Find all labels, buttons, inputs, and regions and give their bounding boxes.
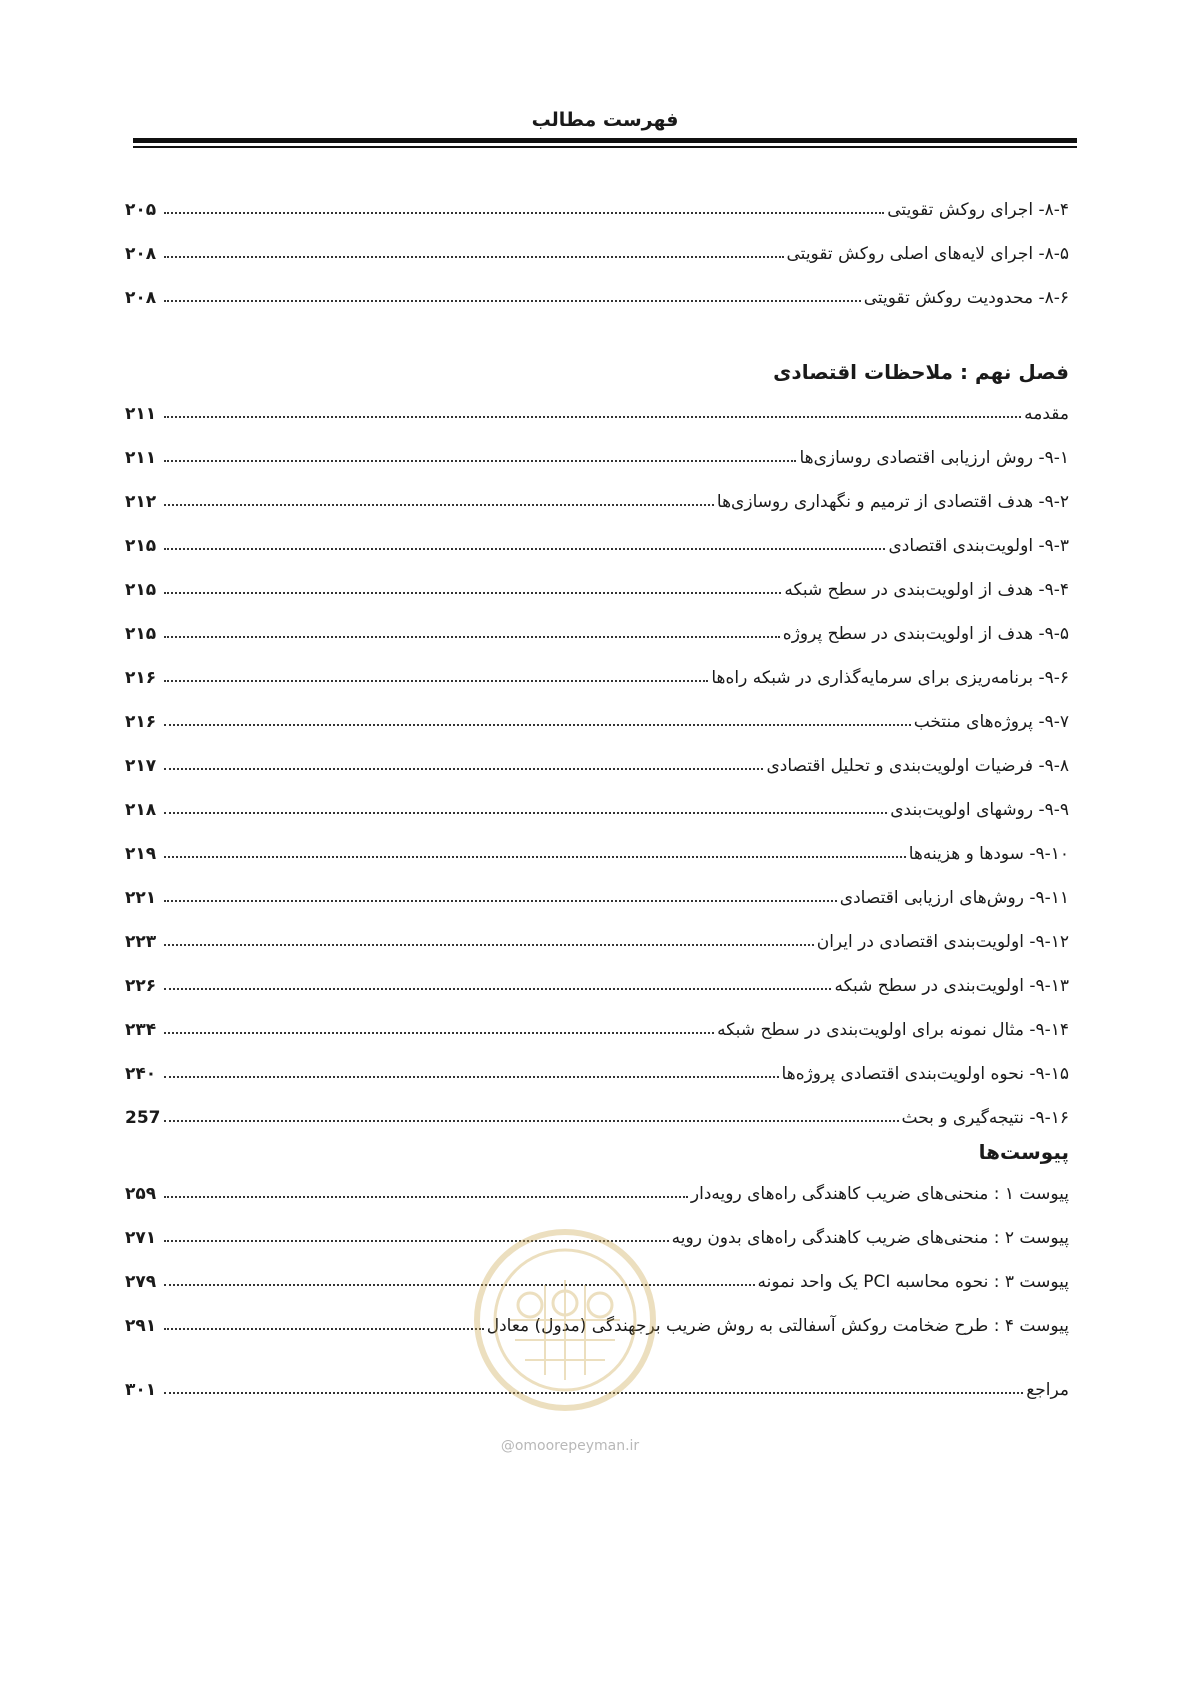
toc-entry[interactable] — [125, 908, 1069, 952]
toc-entry[interactable] — [125, 688, 1069, 732]
header-rule-thin — [133, 146, 1077, 148]
toc-entry[interactable] — [125, 1040, 1069, 1084]
toc-entry-page: ۲۲۶ — [125, 976, 157, 996]
toc-entry[interactable] — [125, 600, 1069, 644]
dot-leader — [164, 856, 906, 858]
dot-leader — [164, 460, 796, 462]
toc-entry-label: مراجع — [1026, 1380, 1069, 1400]
toc-entry-page: ۲۰۵ — [125, 200, 157, 220]
dot-leader — [164, 1392, 1023, 1394]
toc-entry-label: ۹-۱۶- نتیجه‌گیری و بحث — [901, 1108, 1069, 1128]
toc-entry[interactable] — [125, 176, 1069, 220]
page-title: فهرست مطالب — [531, 109, 679, 131]
toc-entry-label: ۹-۱۲- اولویت‌بندی اقتصادی در ایران — [816, 932, 1069, 952]
toc-entry[interactable] — [125, 512, 1069, 556]
toc-entry-label: ۹-۱۱- روش‌های ارزیابی اقتصادی — [839, 888, 1069, 908]
watermark-url: @omoorepeyman.ir — [500, 1438, 640, 1454]
toc-entry-page: ۲۱۹ — [125, 844, 157, 864]
toc-entry-page: ۲۷۱ — [125, 1228, 157, 1248]
dot-leader — [164, 1076, 779, 1078]
dot-leader — [164, 636, 780, 638]
dot-leader — [164, 768, 763, 770]
toc-entry-page: ۲۴۰ — [125, 1064, 157, 1084]
toc-entry-label: پیوست ۱ : منحنی‌های ضریب کاهندگی راه‌های رویه‌دار — [690, 1184, 1069, 1204]
toc-entry-page: ۲۰۸ — [125, 288, 157, 308]
toc-entry-page: ۳۰۱ — [125, 1380, 157, 1400]
toc-entry-label: ۸-۴- اجرای روکش تقویتی — [887, 200, 1069, 220]
dot-leader — [164, 548, 885, 550]
toc-entry-page: 257 — [125, 1108, 161, 1128]
appendices-heading: پیوست‌ها — [978, 1140, 1069, 1164]
toc-entry-page: ۲۲۱ — [125, 888, 157, 908]
toc-entry[interactable] — [125, 820, 1069, 864]
toc-entry-page: ۲۱۶ — [125, 668, 157, 688]
dot-leader — [164, 1240, 669, 1242]
toc-entry-page: ۲۱۸ — [125, 800, 157, 820]
toc-entry-page: ۲۵۹ — [125, 1184, 157, 1204]
toc-entry-page: ۲۲۳ — [125, 932, 157, 952]
toc-entry[interactable] — [125, 776, 1069, 820]
toc-entry[interactable] — [125, 468, 1069, 512]
toc-entry-label: ۹-۲- هدف اقتصادی از ترمیم و نگهداری روسازی‌ها — [716, 492, 1069, 512]
toc-entry-label: ۹-۹- روشهای اولویت‌بندی — [890, 800, 1069, 820]
dot-leader — [164, 1196, 688, 1198]
toc-entry-references[interactable] — [125, 1356, 1069, 1400]
toc-entry-page: ۲۱۷ — [125, 756, 157, 776]
toc-entry-label: مقدمه — [1024, 404, 1069, 424]
dot-leader — [164, 1328, 484, 1330]
toc-entry-page: ۲۱۵ — [125, 624, 157, 644]
toc-entry-label: پیوست ۳ : نحوه محاسبه PCI یک واحد نمونه — [757, 1272, 1069, 1292]
toc-entry[interactable] — [125, 264, 1069, 308]
toc-entry-page: ۲۰۸ — [125, 244, 157, 264]
toc-entry-page: ۲۱۱ — [125, 404, 157, 424]
toc-entry-label: ۹-۸- فرضیات اولویت‌بندی و تحلیل اقتصادی — [766, 756, 1069, 776]
toc-entry-label: ۹-۳- اولویت‌بندی اقتصادی — [888, 536, 1069, 556]
toc-entry-label: ۹-۷- پروژه‌های منتخب — [913, 712, 1069, 732]
references-toc — [125, 1356, 1069, 1400]
toc-entry[interactable] — [125, 1084, 1069, 1128]
chapter9-heading: فصل نهم : ملاحظات اقتصادی — [773, 360, 1069, 384]
toc-entry-page: ۲۱۲ — [125, 492, 157, 512]
dot-leader — [164, 592, 781, 594]
toc-entry-page: ۲۱۶ — [125, 712, 157, 732]
dot-leader — [164, 900, 837, 902]
dot-leader — [164, 212, 884, 214]
chapter9-toc — [125, 380, 1069, 1128]
dot-leader — [164, 724, 911, 726]
toc-entry[interactable] — [125, 1204, 1069, 1248]
toc-entry[interactable] — [125, 644, 1069, 688]
toc-entry-label: پیوست ۴ : طرح ضخامت روکش آسفالتی به روش ضریب برجهندگی (مدول) معادل — [486, 1316, 1069, 1336]
toc-entry-label: ۸-۵- اجرای لایه‌های اصلی روکش تقویتی — [786, 244, 1069, 264]
toc-entry[interactable] — [125, 732, 1069, 776]
toc-entry[interactable] — [125, 1160, 1069, 1204]
toc-entry[interactable] — [125, 864, 1069, 908]
dot-leader — [164, 256, 784, 258]
dot-leader — [164, 1120, 899, 1122]
dot-leader — [164, 1284, 755, 1286]
toc-entry-page: ۲۹۱ — [125, 1316, 157, 1336]
appendices-toc — [125, 1160, 1069, 1336]
dot-leader — [164, 680, 708, 682]
toc-entry[interactable] — [125, 380, 1069, 424]
toc-entry-page: ۲۷۹ — [125, 1272, 157, 1292]
dot-leader — [164, 416, 1021, 418]
toc-entry-label: ۸-۶- محدودیت روکش تقویتی — [863, 288, 1069, 308]
section8-toc — [125, 176, 1069, 308]
toc-entry-label: پیوست ۲ : منحنی‌های ضریب کاهندگی راه‌های بدون رویه — [671, 1228, 1069, 1248]
toc-entry[interactable] — [125, 1248, 1069, 1292]
dot-leader — [164, 504, 714, 506]
toc-entry[interactable] — [125, 996, 1069, 1040]
toc-entry-label: ۹-۱۰- سودها و هزینه‌ها — [908, 844, 1069, 864]
toc-entry-page: ۲۱۱ — [125, 448, 157, 468]
toc-entry[interactable] — [125, 220, 1069, 264]
toc-entry-label: ۹-۱- روش ارزیابی اقتصادی روسازی‌ها — [799, 448, 1069, 468]
dot-leader — [164, 1032, 714, 1034]
toc-entry-page: ۲۱۵ — [125, 580, 157, 600]
toc-entry-label: ۹-۴- هدف از اولویت‌بندی در سطح شبکه — [784, 580, 1069, 600]
toc-entry-label: ۹-۱۵- نحوه اولویت‌بندی اقتصادی پروژه‌ها — [781, 1064, 1069, 1084]
toc-entry-label: ۹-۱۴- مثال نمونه برای اولویت‌بندی در سطح شبکه — [717, 1020, 1069, 1040]
toc-entry[interactable] — [125, 952, 1069, 996]
page-header — [130, 108, 1080, 132]
toc-entry-page: ۲۱۵ — [125, 536, 157, 556]
toc-entry[interactable] — [125, 556, 1069, 600]
toc-entry-page: ۲۳۴ — [125, 1020, 157, 1040]
dot-leader — [164, 300, 861, 302]
dot-leader — [164, 944, 814, 946]
toc-entry[interactable] — [125, 1292, 1069, 1336]
toc-entry[interactable] — [125, 424, 1069, 468]
toc-entry-label: ۹-۶- برنامه‌ریزی برای سرمایه‌گذاری در شبکه راه‌ها — [711, 668, 1069, 688]
dot-leader — [164, 812, 887, 814]
toc-entry-label: ۹-۱۳- اولویت‌بندی در سطح شبکه — [834, 976, 1069, 996]
toc-entry-label: ۹-۵- هدف از اولویت‌بندی در سطح پروژه — [782, 624, 1069, 644]
dot-leader — [164, 988, 831, 990]
header-rule-thick — [133, 138, 1077, 143]
